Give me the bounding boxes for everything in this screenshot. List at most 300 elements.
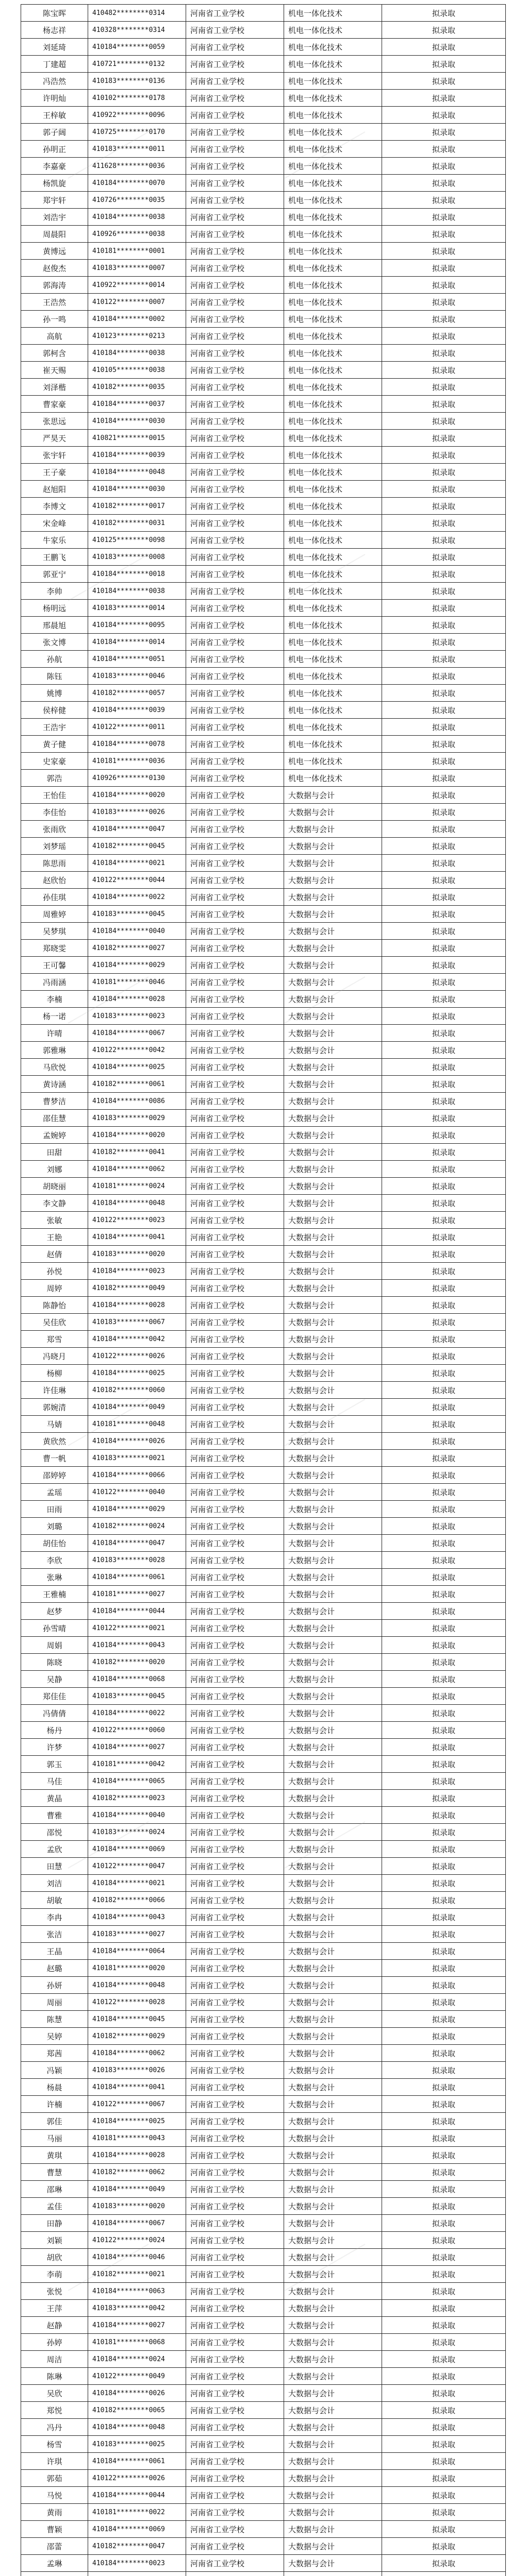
id-number: 410123********0213 xyxy=(88,328,186,345)
table-row xyxy=(21,2334,506,2351)
id-number: 410184********0063 xyxy=(88,2283,186,2300)
admission-status: 拟录取 xyxy=(382,1892,506,1909)
student-name: 王梓敏 xyxy=(21,107,88,124)
major-name: 机电一体化技术 xyxy=(284,481,382,498)
student-name: 王浩宇 xyxy=(21,719,88,736)
student-name: 刘梦瑶 xyxy=(21,838,88,855)
table-row xyxy=(21,1773,506,1790)
table-row xyxy=(21,192,506,209)
major-name: 大数据与会计 xyxy=(284,2317,382,2334)
student-name: 张敏 xyxy=(21,1212,88,1229)
table-row xyxy=(21,923,506,940)
major-name: 大数据与会计 xyxy=(284,2351,382,2368)
admission-status: 拟录取 xyxy=(382,2351,506,2368)
major-name: 大数据与会计 xyxy=(284,1246,382,1263)
school-name: 河南省工业学校 xyxy=(186,328,284,345)
id-number: 410184********0026 xyxy=(88,1433,186,1450)
major-name: 大数据与会计 xyxy=(284,2538,382,2555)
admission-status: 拟录取 xyxy=(382,1926,506,1943)
id-number: 410122********0049 xyxy=(88,2368,186,2385)
major-name: 大数据与会计 xyxy=(284,2113,382,2130)
id-number: 410183********0045 xyxy=(88,906,186,923)
id-number: 410184********0062 xyxy=(88,1161,186,1178)
school-name: 河南省工业学校 xyxy=(186,379,284,396)
table-row xyxy=(21,906,506,923)
id-number: 410183********0007 xyxy=(88,260,186,277)
student-name: 王怡佳 xyxy=(21,787,88,804)
student-name: 冯浩然 xyxy=(21,73,88,90)
student-name: 陈钰 xyxy=(21,668,88,685)
student-name: 李帅 xyxy=(21,583,88,600)
admission-status: 拟录取 xyxy=(382,1739,506,1756)
admission-status: 拟录取 xyxy=(382,991,506,1008)
id-number: 410183********0028 xyxy=(88,1552,186,1569)
id-number: 410184********0029 xyxy=(88,957,186,974)
table-row xyxy=(21,2164,506,2181)
admission-status: 拟录取 xyxy=(382,1144,506,1161)
id-number: 410184********0059 xyxy=(88,39,186,56)
admission-status: 拟录取 xyxy=(382,1263,506,1280)
major-name: 大数据与会计 xyxy=(284,1093,382,1110)
major-name: 大数据与会计 xyxy=(284,1756,382,1773)
school-name: 河南省工业学校 xyxy=(186,923,284,940)
school-name: 河南省工业学校 xyxy=(186,583,284,600)
student-name: 刘延琦 xyxy=(21,39,88,56)
school-name: 河南省工业学校 xyxy=(186,1416,284,1433)
table-row xyxy=(21,940,506,957)
major-name: 大数据与会计 xyxy=(284,2011,382,2028)
id-number: 410184********0040 xyxy=(88,1807,186,1824)
school-name: 河南省工业学校 xyxy=(186,2419,284,2436)
school-name: 河南省工业学校 xyxy=(186,447,284,464)
table-row xyxy=(21,1501,506,1518)
table-row xyxy=(21,1875,506,1892)
table-row xyxy=(21,1977,506,1994)
table-row xyxy=(21,1195,506,1212)
admission-status: 拟录取 xyxy=(382,1348,506,1365)
major-name: 机电一体化技术 xyxy=(284,719,382,736)
id-number: 410182********0061 xyxy=(88,1076,186,1093)
school-name: 河南省工业学校 xyxy=(186,2385,284,2402)
admission-status: 拟录取 xyxy=(382,617,506,634)
major-name: 大数据与会计 xyxy=(284,1025,382,1042)
student-name: 张宇轩 xyxy=(21,447,88,464)
table-row xyxy=(21,719,506,736)
table-row xyxy=(21,889,506,906)
id-number: 410821********0015 xyxy=(88,430,186,447)
table-row xyxy=(21,1178,506,1195)
student-name: 田慧 xyxy=(21,1858,88,1875)
admission-status: 拟录取 xyxy=(382,260,506,277)
major-name: 大数据与会计 xyxy=(284,1739,382,1756)
student-name: 孙佳琪 xyxy=(21,889,88,906)
table-row xyxy=(21,651,506,668)
school-name: 河南省工业学校 xyxy=(186,1110,284,1127)
id-number: 410184********0020 xyxy=(88,787,186,804)
student-name: 赵梦 xyxy=(21,1603,88,1620)
id-number: 410184********0042 xyxy=(88,1331,186,1348)
admission-status: 拟录取 xyxy=(382,753,506,770)
major-name: 机电一体化技术 xyxy=(284,396,382,413)
id-number: 410184********0021 xyxy=(88,855,186,872)
major-name: 大数据与会计 xyxy=(284,1705,382,1722)
table-row xyxy=(21,2419,506,2436)
admission-status: 拟录取 xyxy=(382,2470,506,2487)
major-name: 大数据与会计 xyxy=(284,2232,382,2249)
id-number: 410184********0041 xyxy=(88,1229,186,1246)
student-name: 刘娜 xyxy=(21,1161,88,1178)
school-name: 河南省工业学校 xyxy=(186,2045,284,2062)
school-name: 河南省工业学校 xyxy=(186,1943,284,1960)
table-row xyxy=(21,2538,506,2555)
table-row xyxy=(21,1603,506,1620)
table-row xyxy=(21,1688,506,1705)
admission-status: 拟录取 xyxy=(382,2249,506,2266)
admission-status: 拟录取 xyxy=(382,413,506,430)
id-number: 410184********0066 xyxy=(88,1467,186,1484)
school-name: 河南省工业学校 xyxy=(186,39,284,56)
school-name: 河南省工业学校 xyxy=(186,2470,284,2487)
admission-status: 拟录取 xyxy=(382,1195,506,1212)
table-row xyxy=(21,464,506,481)
table-row xyxy=(21,1671,506,1688)
school-name: 河南省工业学校 xyxy=(186,2453,284,2470)
school-name: 河南省工业学校 xyxy=(186,1637,284,1654)
major-name: 机电一体化技术 xyxy=(284,447,382,464)
school-name: 河南省工业学校 xyxy=(186,1144,284,1161)
school-name: 河南省工业学校 xyxy=(186,1229,284,1246)
major-name: 大数据与会计 xyxy=(284,1773,382,1790)
school-name: 河南省工业学校 xyxy=(186,1025,284,1042)
id-number: 410184********0068 xyxy=(88,1671,186,1688)
student-name: 孙航 xyxy=(21,651,88,668)
school-name: 河南省工业学校 xyxy=(186,1433,284,1450)
school-name: 河南省工业学校 xyxy=(186,855,284,872)
id-number: 410184********0030 xyxy=(88,413,186,430)
table-row xyxy=(21,1841,506,1858)
table-row xyxy=(21,2215,506,2232)
table-row xyxy=(21,1008,506,1025)
school-name: 河南省工业学校 xyxy=(186,770,284,787)
student-name: 周洁 xyxy=(21,2351,88,2368)
student-name: 胡佳怡 xyxy=(21,1535,88,1552)
table-row xyxy=(21,1467,506,1484)
admission-status: 拟录取 xyxy=(382,243,506,260)
school-name: 河南省工业学校 xyxy=(186,2487,284,2504)
school-name: 河南省工业学校 xyxy=(186,1858,284,1875)
major-name: 机电一体化技术 xyxy=(284,532,382,549)
admission-status: 拟录取 xyxy=(382,1280,506,1297)
school-name: 河南省工业学校 xyxy=(186,1076,284,1093)
id-number: 410922********0014 xyxy=(88,277,186,294)
id-number: 410182********0047 xyxy=(88,2538,186,2555)
school-name: 河南省工业学校 xyxy=(186,1926,284,1943)
table-row xyxy=(21,1144,506,1161)
student-name: 陈静怡 xyxy=(21,1297,88,1314)
school-name: 河南省工业学校 xyxy=(186,1093,284,1110)
id-number: 410181********0036 xyxy=(88,753,186,770)
major-name: 机电一体化技术 xyxy=(284,566,382,583)
student-name: 邢晨旭 xyxy=(21,617,88,634)
school-name: 河南省工业学校 xyxy=(186,5,284,22)
school-name: 河南省工业学校 xyxy=(186,2028,284,2045)
major-name: 机电一体化技术 xyxy=(284,345,382,362)
major-name: 大数据与会计 xyxy=(284,1161,382,1178)
school-name: 河南省工业学校 xyxy=(186,2334,284,2351)
admission-status: 拟录取 xyxy=(382,600,506,617)
school-name: 河南省工业学校 xyxy=(186,515,284,532)
school-name: 河南省工业学校 xyxy=(186,600,284,617)
admission-status: 拟录取 xyxy=(382,634,506,651)
table-row xyxy=(21,260,506,277)
id-number: 410184********0047 xyxy=(88,821,186,838)
admission-status: 拟录取 xyxy=(382,1246,506,1263)
major-name: 机电一体化技术 xyxy=(284,192,382,209)
school-name: 河南省工业学校 xyxy=(186,1450,284,1467)
major-name: 大数据与会计 xyxy=(284,1076,382,1093)
admission-status: 拟录取 xyxy=(382,1314,506,1331)
school-name: 河南省工业学校 xyxy=(186,1535,284,1552)
school-name: 河南省工业学校 xyxy=(186,719,284,736)
admission-status: 拟录取 xyxy=(382,1637,506,1654)
id-number: 410182********0024 xyxy=(88,1518,186,1535)
major-name: 大数据与会计 xyxy=(284,1722,382,1739)
admission-status: 拟录取 xyxy=(382,1127,506,1144)
major-name: 大数据与会计 xyxy=(284,1926,382,1943)
school-name: 河南省工业学校 xyxy=(186,1161,284,1178)
table-row xyxy=(21,1858,506,1875)
student-name: 郭柯含 xyxy=(21,345,88,362)
admission-status: 拟录取 xyxy=(382,2062,506,2079)
student-name: 曹雅 xyxy=(21,1807,88,1824)
id-number: 410184********0038 xyxy=(88,345,186,362)
table-row xyxy=(21,583,506,600)
student-name: 李文静 xyxy=(21,1195,88,1212)
major-name: 机电一体化技术 xyxy=(284,549,382,566)
school-name: 河南省工业学校 xyxy=(186,345,284,362)
table-row xyxy=(21,345,506,362)
school-name: 河南省工业学校 xyxy=(186,1994,284,2011)
school-name: 河南省工业学校 xyxy=(186,617,284,634)
admission-status: 拟录取 xyxy=(382,1076,506,1093)
table-row xyxy=(21,838,506,855)
student-name: 冯晓月 xyxy=(21,1348,88,1365)
student-name: 黄琪 xyxy=(21,2147,88,2164)
school-name: 河南省工业学校 xyxy=(186,1875,284,1892)
admission-status: 拟录取 xyxy=(382,2538,506,2555)
school-name: 河南省工业学校 xyxy=(186,260,284,277)
id-number: 410184********0048 xyxy=(88,464,186,481)
admission-status: 拟录取 xyxy=(382,2368,506,2385)
table-body xyxy=(21,5,506,2576)
student-name: 吴婷 xyxy=(21,2028,88,2045)
id-number: 410122********0021 xyxy=(88,1620,186,1637)
school-name: 河南省工业学校 xyxy=(186,532,284,549)
table-row xyxy=(21,753,506,770)
id-number: 410184********0044 xyxy=(88,1603,186,1620)
admission-status: 拟录取 xyxy=(382,1671,506,1688)
major-name: 机电一体化技术 xyxy=(284,583,382,600)
major-name: 机电一体化技术 xyxy=(284,464,382,481)
major-name: 机电一体化技术 xyxy=(284,294,382,311)
school-name: 河南省工业学校 xyxy=(186,957,284,974)
table-row xyxy=(21,362,506,379)
admission-status: 拟录取 xyxy=(382,651,506,668)
student-name: 宋金峰 xyxy=(21,515,88,532)
student-name: 周晨阳 xyxy=(21,226,88,243)
school-name: 河南省工业学校 xyxy=(186,668,284,685)
major-name: 大数据与会计 xyxy=(284,2147,382,2164)
admission-status: 拟录取 xyxy=(382,430,506,447)
admission-status: 拟录取 xyxy=(382,1178,506,1195)
student-name: 杨一诺 xyxy=(21,1008,88,1025)
admission-status: 拟录取 xyxy=(382,1450,506,1467)
table-row xyxy=(21,2130,506,2147)
student-name: 曹颖 xyxy=(21,2521,88,2538)
admission-status: 拟录取 xyxy=(382,2555,506,2572)
admission-status: 拟录取 xyxy=(382,2045,506,2062)
id-number: 410183********0045 xyxy=(88,1688,186,1705)
student-name: 王雅楠 xyxy=(21,1586,88,1603)
student-name: 冯雨涵 xyxy=(21,974,88,991)
table-row xyxy=(21,73,506,90)
admission-status: 拟录取 xyxy=(382,158,506,175)
id-number: 410183********0067 xyxy=(88,1314,186,1331)
id-number: 410183********0020 xyxy=(88,1246,186,1263)
admission-status: 拟录取 xyxy=(382,1756,506,1773)
student-name: 姚博 xyxy=(21,685,88,702)
id-number: 410184********0030 xyxy=(88,481,186,498)
major-name: 机电一体化技术 xyxy=(284,498,382,515)
school-name: 河南省工业学校 xyxy=(186,1977,284,1994)
school-name: 河南省工业学校 xyxy=(186,787,284,804)
school-name: 河南省工业学校 xyxy=(186,2232,284,2249)
id-number xyxy=(88,2572,186,2576)
admission-status: 拟录取 xyxy=(382,1977,506,1994)
major-name: 大数据与会计 xyxy=(284,1586,382,1603)
admission-status: 拟录取 xyxy=(382,2215,506,2232)
school-name: 河南省工业学校 xyxy=(186,311,284,328)
major-name: 大数据与会计 xyxy=(284,906,382,923)
id-number: 410184********0051 xyxy=(88,651,186,668)
major-name: 机电一体化技术 xyxy=(284,600,382,617)
admission-status: 拟录取 xyxy=(382,345,506,362)
school-name: 河南省工业学校 xyxy=(186,124,284,141)
table-row xyxy=(21,1569,506,1586)
school-name: 河南省工业学校 xyxy=(186,362,284,379)
major-name: 大数据与会计 xyxy=(284,1314,382,1331)
major-name: 大数据与会计 xyxy=(284,1943,382,1960)
admission-status: 拟录取 xyxy=(382,294,506,311)
table-row xyxy=(21,1025,506,1042)
table-row xyxy=(21,1518,506,1535)
student-name: 刘颖 xyxy=(21,2232,88,2249)
student-name: 刘洁 xyxy=(21,1875,88,1892)
major-name: 机电一体化技术 xyxy=(284,311,382,328)
admission-status: 拟录取 xyxy=(382,124,506,141)
table-row xyxy=(21,770,506,787)
admission-status: 拟录取 xyxy=(382,328,506,345)
student-name: 马欣悦 xyxy=(21,1059,88,1076)
table-row xyxy=(21,2487,506,2504)
major-name: 大数据与会计 xyxy=(284,1637,382,1654)
major-name: 大数据与会计 xyxy=(284,1297,382,1314)
id-number: 410183********0026 xyxy=(88,804,186,821)
table-row xyxy=(21,209,506,226)
id-number: 410122********0026 xyxy=(88,2470,186,2487)
major-name: 机电一体化技术 xyxy=(284,770,382,787)
major-name: 大数据与会计 xyxy=(284,1433,382,1450)
school-name: 河南省工业学校 xyxy=(186,736,284,753)
school-name: 河南省工业学校 xyxy=(186,838,284,855)
id-number: 410184********0022 xyxy=(88,889,186,906)
student-name: 田甜 xyxy=(21,1144,88,1161)
table-row xyxy=(21,2198,506,2215)
admission-status: 拟录取 xyxy=(382,39,506,56)
student-name: 张琳 xyxy=(21,1569,88,1586)
school-name: 河南省工业学校 xyxy=(186,2096,284,2113)
id-number: 410183********0014 xyxy=(88,600,186,617)
table-row xyxy=(21,1586,506,1603)
major-name: 大数据与会计 xyxy=(284,1399,382,1416)
school-name: 河南省工业学校 xyxy=(186,2504,284,2521)
student-name: 孟婉婷 xyxy=(21,1127,88,1144)
school-name: 河南省工业学校 xyxy=(186,1042,284,1059)
admission-status: 拟录取 xyxy=(382,2096,506,2113)
table-row xyxy=(21,974,506,991)
admission-status: 拟录取 xyxy=(382,2385,506,2402)
admission-status: 拟录取 xyxy=(382,226,506,243)
student-name: 李佳怡 xyxy=(21,804,88,821)
id-number: 411628********0036 xyxy=(88,158,186,175)
major-name: 大数据与会计 xyxy=(284,1008,382,1025)
admission-status: 拟录取 xyxy=(382,889,506,906)
table-row xyxy=(21,2181,506,2198)
table-row xyxy=(21,1331,506,1348)
student-name: 郭雅琳 xyxy=(21,1042,88,1059)
table-row xyxy=(21,2062,506,2079)
table-row xyxy=(21,1620,506,1637)
id-number: 410184********0048 xyxy=(88,1977,186,1994)
major-name: 机电一体化技术 xyxy=(284,753,382,770)
school-name: 河南省工业学校 xyxy=(186,90,284,107)
id-number: 410184********0025 xyxy=(88,1365,186,1382)
school-name: 河南省工业学校 xyxy=(186,1773,284,1790)
table-row xyxy=(21,141,506,158)
table-row xyxy=(21,702,506,719)
id-number: 410181********0027 xyxy=(88,1586,186,1603)
table-row xyxy=(21,2283,506,2300)
id-number: 410182********0057 xyxy=(88,685,186,702)
id-number: 410122********0042 xyxy=(88,1042,186,1059)
id-number: 410184********0024 xyxy=(88,2351,186,2368)
id-number: 410182********0017 xyxy=(88,498,186,515)
id-number: 410122********0067 xyxy=(88,2096,186,2113)
id-number: 410184********0026 xyxy=(88,2385,186,2402)
admission-status: 拟录取 xyxy=(382,481,506,498)
school-name: 河南省工业学校 xyxy=(186,481,284,498)
id-number: 410184********0029 xyxy=(88,1501,186,1518)
admission-status: 拟录取 xyxy=(382,175,506,192)
table-row xyxy=(21,1909,506,1926)
student-name: 曹家豪 xyxy=(21,396,88,413)
admission-status: 拟录取 xyxy=(382,2521,506,2538)
major-name: 大数据与会计 xyxy=(284,1518,382,1535)
major-name: 大数据与会计 xyxy=(284,2215,382,2232)
table-row xyxy=(21,1059,506,1076)
major-name: 大数据与会计 xyxy=(284,1212,382,1229)
school-name: 河南省工业学校 xyxy=(186,294,284,311)
